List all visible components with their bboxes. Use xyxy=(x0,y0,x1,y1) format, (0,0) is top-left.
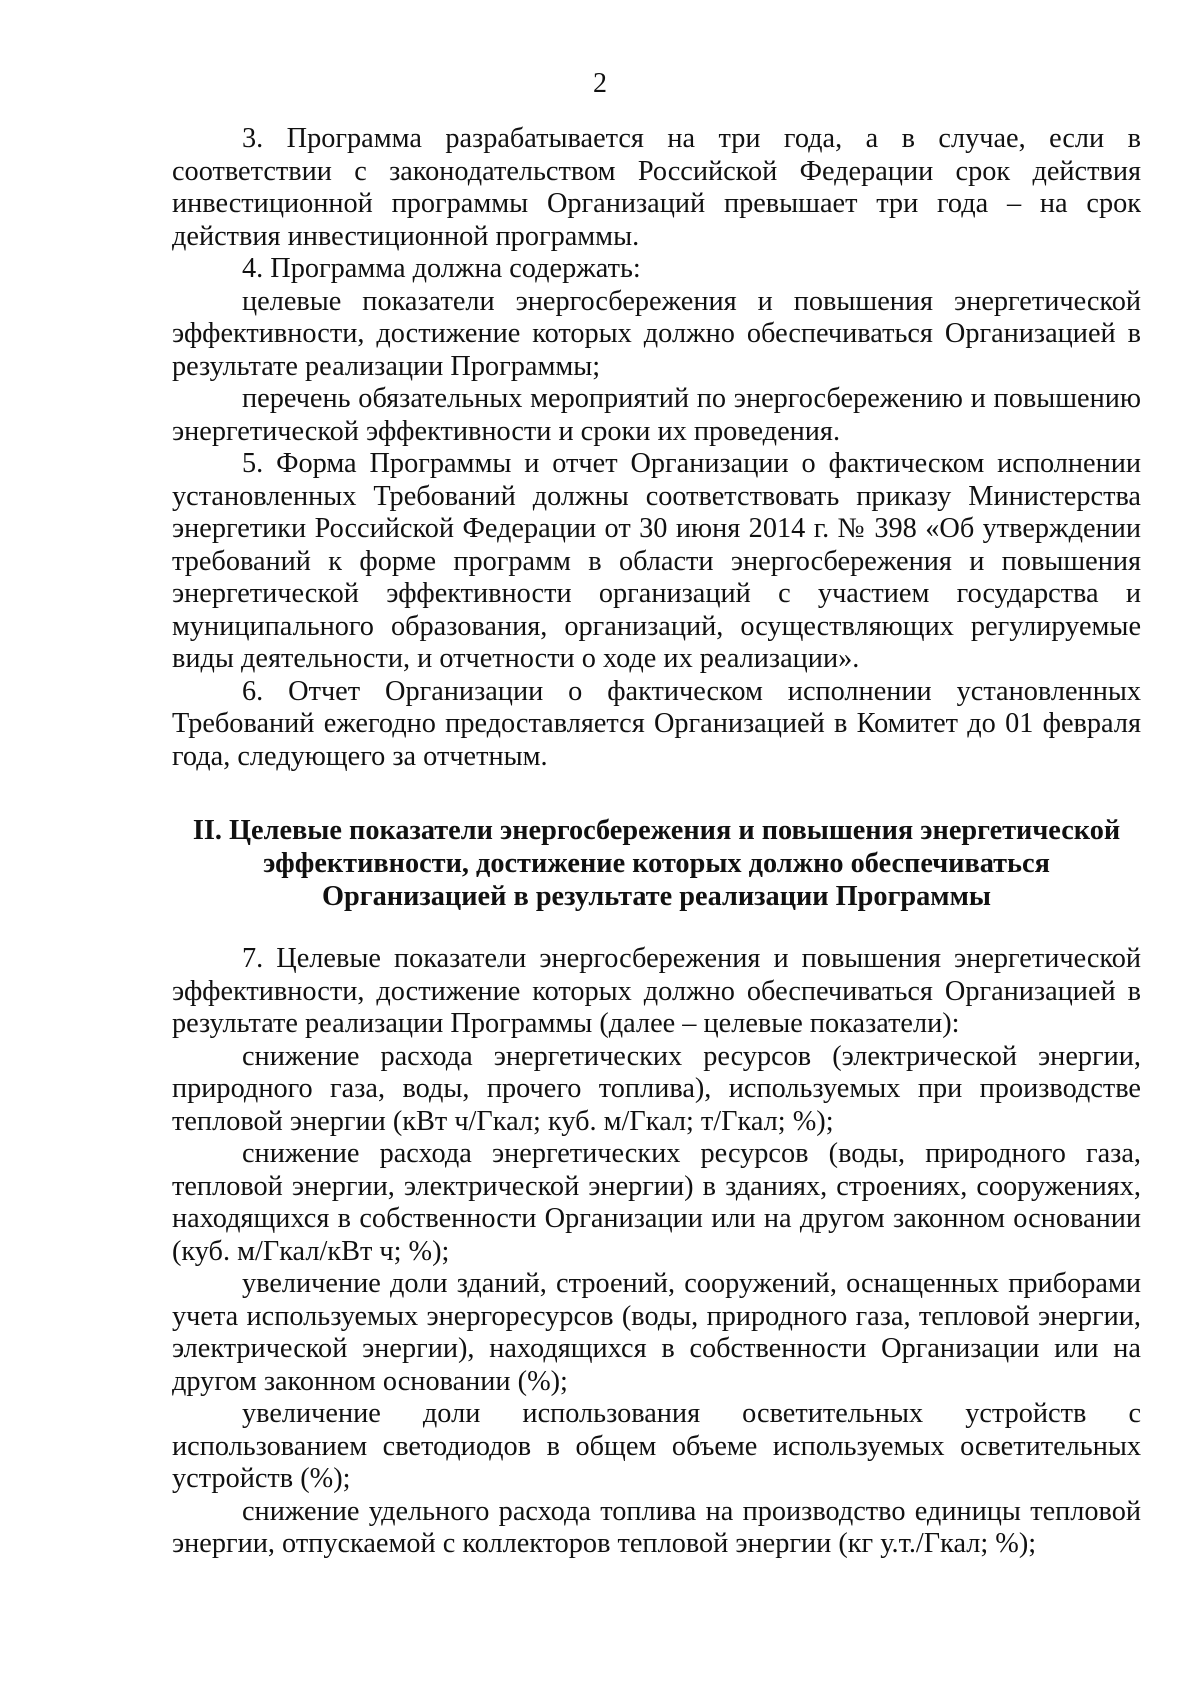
paragraph-4-item-1: целевые показатели энергосбережения и повышения энергетической эффективности, достижение которых должно обеспечиваться Организацией в результате реализации Программы; xyxy=(172,285,1141,382)
section-heading-line-2: эффективности, достижение которых должно обеспечиваться xyxy=(263,848,1050,879)
page-number: 2 xyxy=(593,68,607,99)
section-heading-line-1: II. Целевые показатели энергосбережения и повышения энергетической xyxy=(192,815,1121,846)
section-heading-line-3: Организацией в результате реализации Программы xyxy=(322,881,991,912)
section-heading xyxy=(172,814,1141,913)
body-text-top xyxy=(172,123,1141,773)
paragraph-4-item-2: перечень обязательных мероприятий по энергосбережению и повышению энергетической эффективности и сроки их проведения. xyxy=(172,383,1141,447)
paragraph-5: 5. Форма Программы и отчет Организации о фактическом исполнении установленных Требований должны соответствовать приказу Министерства энергетики Российской Федерации от 30 июня 2014 г. № 398 «Об утверждении требований к форме программ в области энергосбережения и повышения энергетической эффективности организаций с участием государства и муниципального образования, организаций, осуществляющих регулируемые виды деятельности, и отчетности о ходе их реализации». xyxy=(172,448,1141,674)
body-text-bottom xyxy=(172,943,1141,1561)
paragraph-7-item-5: снижение удельного расхода топлива на производство единицы тепловой энергии, отпускаемой с коллекторов тепловой энергии (кг у.т./Гкал; %); xyxy=(172,1495,1141,1559)
paragraph-4: 4. Программа должна содержать: xyxy=(242,253,641,284)
paragraph-7-item-2: снижение расхода энергетических ресурсов (воды, природного газа, тепловой энергии, электрической энергии) в зданиях, строениях, сооружениях, находящихся в собственности Организации или на другом законном основании (куб. м/Гкал/кВт ч; %); xyxy=(172,1138,1141,1267)
paragraph-7-item-3: увеличение доли зданий, строений, сооружений, оснащенных приборами учета используемых энергоресурсов (воды, природного газа, тепловой энергии, электрической энергии), находящихся в собственности Организации или на другом законном основании (%); xyxy=(172,1268,1141,1397)
paragraph-6: 6. Отчет Организации о фактическом исполнении установленных Требований ежегодно предоставляется Организацией в Комитет до 01 февраля года, следующего за отчетным. xyxy=(172,675,1141,772)
paragraph-7-item-1: снижение расхода энергетических ресурсов (электрической энергии, природного газа, воды, прочего топлива), используемых при производстве тепловой энергии (кВт ч/Гкал; куб. м/Гкал; т/Гкал; %); xyxy=(172,1040,1141,1137)
paragraph-3: 3. Программа разрабатывается на три года, а в случае, если в соответствии с законодательством Российской Федерации срок действия инвестиционной программы Организаций превышает три года – на срок действия инвестиционной программы. xyxy=(172,123,1141,252)
paragraph-7-item-4: увеличение доли использования осветительных устройств с использованием светодиодов в общем объеме используемых осветительных устройств (%); xyxy=(172,1398,1141,1494)
paragraph-7: 7. Целевые показатели энергосбережения и повышения энергетической эффективности, достижение которых должно обеспечиваться Организацией в результате реализации Программы (далее – целевые показатели): xyxy=(172,943,1141,1039)
